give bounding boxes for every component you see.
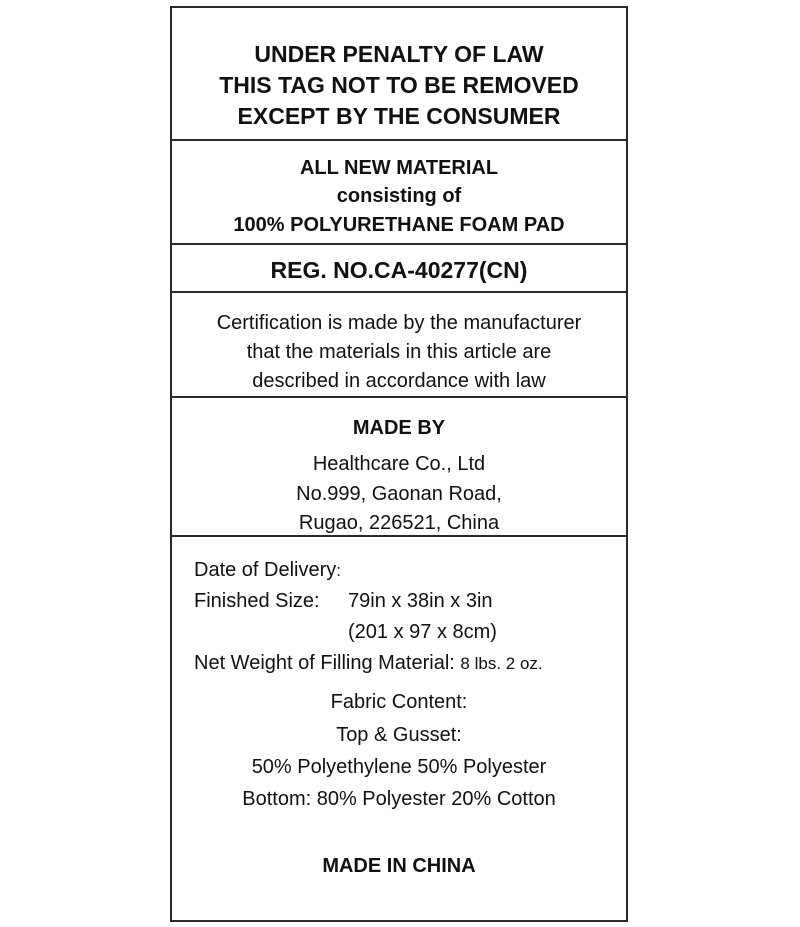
certification-line-1: Certification is made by the manufacturer: [216, 312, 582, 334]
net-weight-label: Net Weight of Filling Material:: [194, 652, 455, 674]
net-weight-row: [194, 653, 543, 673]
warning-line-3: EXCEPT BY THE CONSUMER: [237, 103, 561, 129]
finished-size-label: Finished Size:: [194, 590, 320, 612]
maker-address-1: No.999, Gaonan Road,: [296, 483, 502, 505]
bottom-content: Bottom: 80% Polyester 20% Cotton: [242, 788, 556, 810]
maker-address-2: Rugao, 226521, China: [298, 512, 500, 534]
warning-line-1: UNDER PENALTY OF LAW: [254, 41, 544, 67]
law-tag: [170, 6, 628, 922]
material-line-2: consisting of: [336, 185, 462, 207]
warning-line-2: THIS TAG NOT TO BE REMOVED: [219, 72, 579, 98]
maker-section: [172, 398, 626, 537]
top-gusset-content: 50% Polyethylene 50% Polyester: [251, 756, 547, 778]
top-gusset-label: Top & Gusset:: [336, 724, 462, 746]
fabric-content-heading: Fabric Content:: [330, 691, 468, 713]
maker-heading: MADE BY: [352, 417, 446, 439]
material-line-3: 100% POLYURETHANE FOAM PAD: [233, 214, 565, 236]
details-section: [172, 537, 626, 922]
net-weight-value: 8 lbs. 2 oz.: [460, 654, 543, 673]
finished-size-inches: 79in x 38in x 3in: [348, 590, 493, 612]
registration-section: [172, 245, 626, 293]
material-line-1: ALL NEW MATERIAL: [299, 157, 499, 179]
material-section: [172, 141, 626, 245]
certification-section: [172, 293, 626, 398]
maker-name: Healthcare Co., Ltd: [312, 453, 486, 475]
finished-size-cm: (201 x 97 x 8cm): [348, 621, 497, 643]
delivery-date-label: Date of Delivery: [194, 559, 337, 581]
warning-section: [172, 8, 626, 141]
delivery-date-colon: :: [336, 561, 342, 580]
registration-number: REG. NO.CA-40277(CN): [270, 257, 528, 283]
country-of-origin: MADE IN CHINA: [322, 855, 476, 877]
certification-line-2: that the materials in this article are: [246, 341, 552, 363]
certification-line-3: described in accordance with law: [252, 370, 546, 392]
delivery-date-row: [194, 560, 341, 580]
